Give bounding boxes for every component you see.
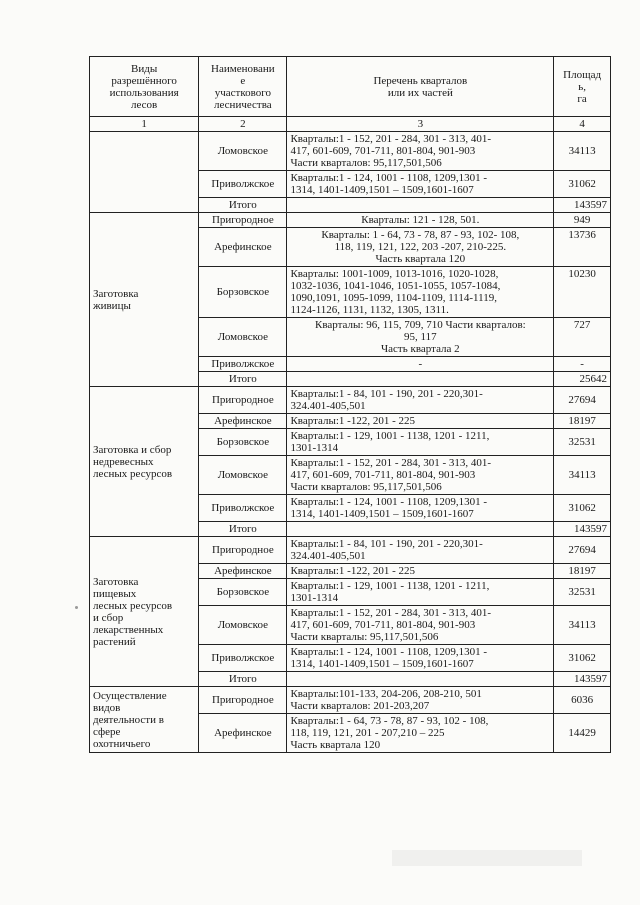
forestry-cell: Борзовское	[199, 429, 287, 456]
use-type-cell: Заготовка и сбор недревесных лесных ресурсов	[90, 387, 199, 537]
area-cell: 6036	[554, 687, 611, 714]
forestry-cell: Борзовское	[199, 579, 287, 606]
column-number-4: 4	[554, 117, 611, 132]
quarters-cell: Кварталы:1 - 129, 1001 - 1138, 1201 - 1211, 1301-1314	[287, 429, 554, 456]
forestry-cell: Ломовское	[199, 318, 287, 357]
area-cell: 31062	[554, 171, 611, 198]
use-type-cell	[90, 132, 199, 213]
use-type-cell: Заготовка живицы	[90, 213, 199, 387]
total-spacer	[287, 372, 554, 387]
table-row	[90, 537, 611, 564]
quarters-cell: -	[287, 357, 554, 372]
scan-speck	[75, 606, 78, 609]
forestry-cell: Приволжское	[199, 495, 287, 522]
forestry-cell: Арефинское	[199, 564, 287, 579]
forestry-cell: Приволжское	[199, 171, 287, 198]
area-cell: 18197	[554, 414, 611, 429]
header-forestry-name: Наименовани е участкового лесничества	[199, 57, 287, 117]
use-type-cell: Заготовка пищевых лесных ресурсов и сбор лекарственных растений	[90, 537, 199, 687]
header-quarters-list: Перечень кварталов или их частей	[287, 57, 554, 117]
area-cell: 949	[554, 213, 611, 228]
column-number-1: 1	[90, 117, 199, 132]
forestry-cell: Пригородное	[199, 537, 287, 564]
table-row	[90, 687, 611, 714]
forestry-cell: Арефинское	[199, 228, 287, 267]
quarters-cell: Кварталы: 1 - 64, 73 - 78, 87 - 93, 102- 108, 118, 119, 121, 122, 203 -207, 210-225. Часть квартала 120	[287, 228, 554, 267]
column-number-3: 3	[287, 117, 554, 132]
use-type-cell: Осуществление видов деятельности в сфере охотничьего	[90, 687, 199, 753]
area-cell: 27694	[554, 537, 611, 564]
quarters-cell: Кварталы:1 - 124, 1001 - 1108, 1209,1301 - 1314, 1401-1409,1501 – 1509,1601-1607	[287, 645, 554, 672]
quarters-cell: Кварталы:1 - 64, 73 - 78, 87 - 93, 102 - 108, 118, 119, 121, 201 - 207,210 – 225 Часть квартала 120	[287, 714, 554, 753]
area-cell: 727	[554, 318, 611, 357]
forestry-cell: Арефинское	[199, 414, 287, 429]
total-area: 143597	[554, 522, 611, 537]
watermark-stamp	[392, 850, 582, 866]
quarters-cell: Кварталы: 96, 115, 709, 710 Части кварталов: 95, 117 Часть квартала 2	[287, 318, 554, 357]
table-row	[90, 213, 611, 228]
area-cell: 31062	[554, 645, 611, 672]
forestry-cell: Ломовское	[199, 456, 287, 495]
area-cell: 10230	[554, 267, 611, 318]
forestry-cell: Арефинское	[199, 714, 287, 753]
quarters-cell: Кварталы:1 -122, 201 - 225	[287, 414, 554, 429]
forestry-cell: Борзовское	[199, 267, 287, 318]
quarters-cell: Кварталы:1 - 152, 201 - 284, 301 - 313, 401- 417, 601-609, 701-711, 801-804, 901-903 Части кварталов: 95,117,501,506	[287, 456, 554, 495]
column-number-row	[90, 117, 611, 132]
forestry-cell: Пригородное	[199, 213, 287, 228]
area-cell: 31062	[554, 495, 611, 522]
forestry-cell: Ломовское	[199, 132, 287, 171]
quarters-cell: Кварталы:1 - 84, 101 - 190, 201 - 220,301- 324.401-405,501	[287, 537, 554, 564]
total-area: 143597	[554, 198, 611, 213]
quarters-cell: Кварталы:1 -122, 201 - 225	[287, 564, 554, 579]
total-spacer	[287, 198, 554, 213]
total-area: 25642	[554, 372, 611, 387]
forestry-cell: Приволжское	[199, 645, 287, 672]
table-row	[90, 132, 611, 171]
quarters-cell: Кварталы:1 - 152, 201 - 284, 301 - 313, 401- 417, 601-609, 701-711, 801-804, 901-903 Части кварталы: 95,117,501,506	[287, 606, 554, 645]
forestry-cell: Пригородное	[199, 387, 287, 414]
total-label: Итого	[199, 372, 287, 387]
header-area: Площад ь, га	[554, 57, 611, 117]
total-label: Итого	[199, 672, 287, 687]
column-number-2: 2	[199, 117, 287, 132]
forestry-cell: Пригородное	[199, 687, 287, 714]
area-cell: 34113	[554, 456, 611, 495]
area-cell: 34113	[554, 606, 611, 645]
table-row	[90, 387, 611, 414]
quarters-cell: Кварталы: 1001-1009, 1013-1016, 1020-1028, 1032-1036, 1041-1046, 1051-1055, 1057-1084, 1090,1091, 1095-1099, 1104-1109, 1114-1119, 1124-1126, 1131, 1132, 1305, 1311.	[287, 267, 554, 318]
table-header-row	[90, 57, 611, 117]
area-cell: 13736	[554, 228, 611, 267]
quarters-cell: Кварталы:1 - 124, 1001 - 1108, 1209,1301 - 1314, 1401-1409,1501 – 1509,1601-1607	[287, 495, 554, 522]
quarters-cell: Кварталы:1 - 124, 1001 - 1108, 1209,1301 - 1314, 1401-1409,1501 – 1509,1601-1607	[287, 171, 554, 198]
area-cell: 32531	[554, 579, 611, 606]
area-cell: 18197	[554, 564, 611, 579]
header-use-type: Виды разрешённого использования лесов	[90, 57, 199, 117]
quarters-cell: Кварталы: 121 - 128, 501.	[287, 213, 554, 228]
total-spacer	[287, 672, 554, 687]
area-cell: 14429	[554, 714, 611, 753]
total-label: Итого	[199, 522, 287, 537]
area-cell: 27694	[554, 387, 611, 414]
area-cell: 34113	[554, 132, 611, 171]
forest-use-table	[89, 56, 611, 753]
area-cell: 32531	[554, 429, 611, 456]
forestry-cell: Ломовское	[199, 606, 287, 645]
forestry-cell: Приволжское	[199, 357, 287, 372]
quarters-cell: Кварталы:101-133, 204-206, 208-210, 501 Части кварталов: 201-203,207	[287, 687, 554, 714]
total-area: 143597	[554, 672, 611, 687]
total-spacer	[287, 522, 554, 537]
quarters-cell: Кварталы:1 - 152, 201 - 284, 301 - 313, 401- 417, 601-609, 701-711, 801-804, 901-903 Части кварталов: 95,117,501,506	[287, 132, 554, 171]
total-label: Итого	[199, 198, 287, 213]
area-cell: -	[554, 357, 611, 372]
quarters-cell: Кварталы:1 - 129, 1001 - 1138, 1201 - 1211, 1301-1314	[287, 579, 554, 606]
quarters-cell: Кварталы:1 - 84, 101 - 190, 201 - 220,301- 324.401-405,501	[287, 387, 554, 414]
